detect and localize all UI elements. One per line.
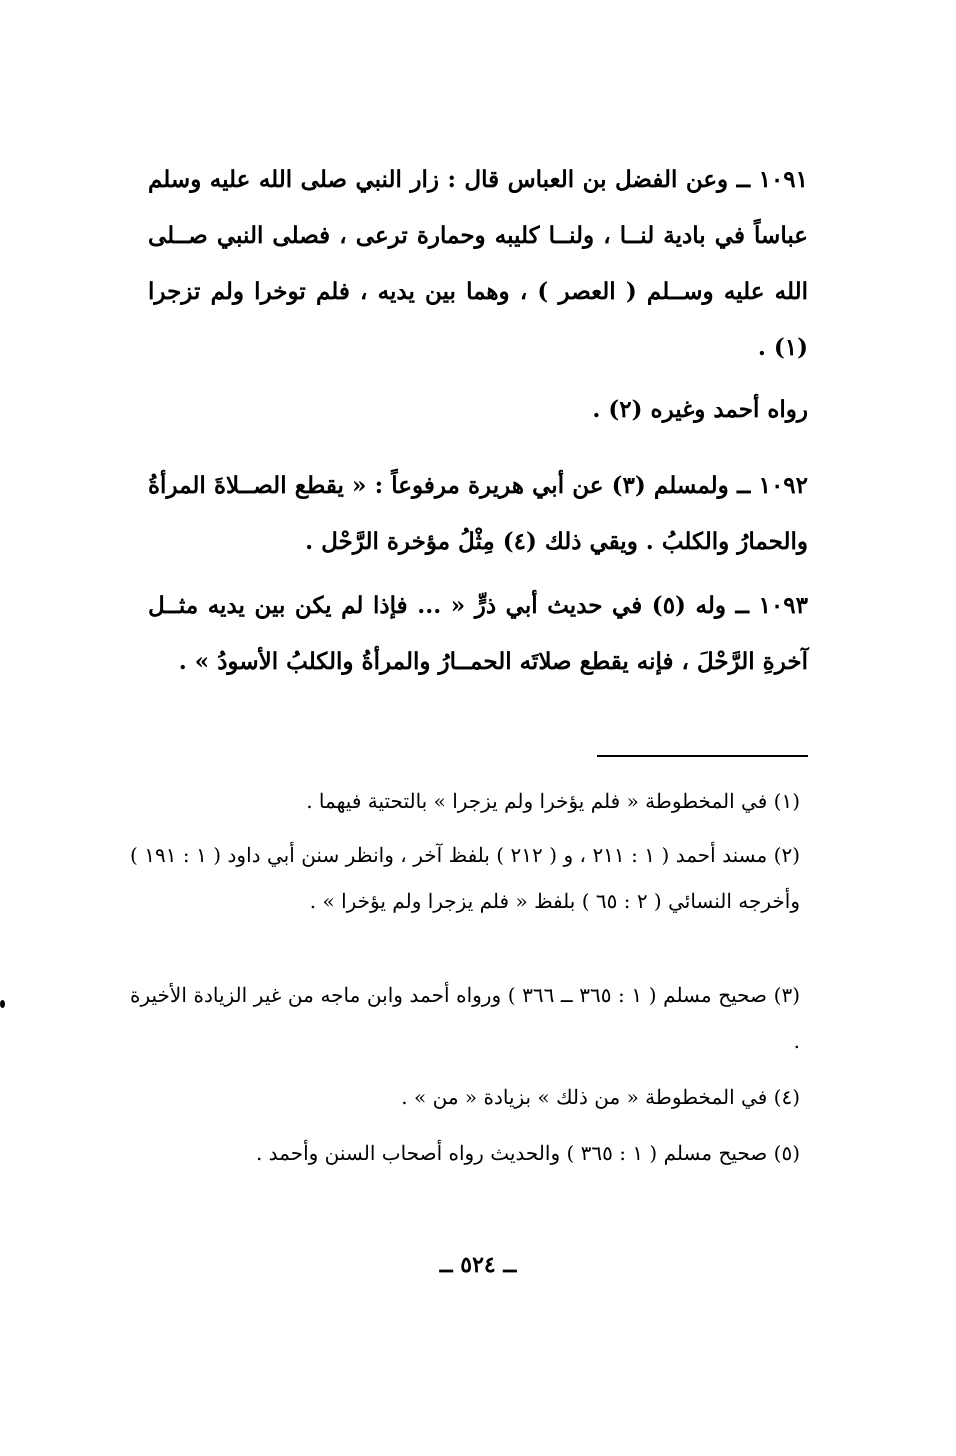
- hadith-1091-paragraph: ١٠٩١ ــ وعن الفضل بن العباس قال : زار النبي صلى الله عليه وسلم عباساً في بادية لنــا ، ولنــا كليبه وحمارة ترعى ، فصلى النبي صــلى الله عليه وســلم ( العصر ) ، وهما بين يديه ، فلم توخرا ولم تزجرا (١) .: [148, 166, 808, 361]
- hadith-1091-narration-note: رواه أحمد وغيره (٢) .: [592, 396, 808, 423]
- footnote-4: (٤) في المخطوطة « من ذلك » بزيادة « من » .: [401, 1085, 800, 1109]
- hadith-1093-paragraph: ١٠٩٣ ــ وله (٥) في حديث أبي ذرٍّ « ... فإذا لم يكن بين يديه مثــل آخرةِ الرَّحْلَ ، فإنه يقطع صلاتَه الحمــارُ والمرأةُ والكلبُ الأسودُ » .: [148, 592, 808, 675]
- footnote-5: (٥) صحيح مسلم ( ١ : ٣٦٥ ) والحديث رواه أصحاب السنن وأحمد .: [255, 1141, 800, 1165]
- scan-speck: [0, 1000, 5, 1008]
- hadith-1092-paragraph: ١٠٩٢ ــ ولمسلم (٣) عن أبي هريرة مرفوعاً : « يقطع الصــلاةَ المرأةُ والحمارُ والكلبُ . ويقي ذلك (٤) مِثْلُ مؤخرة الرَّحْل .: [148, 472, 809, 555]
- page-number: ــ ٥٢٤ ــ: [439, 1252, 517, 1278]
- footnote-divider: [597, 755, 808, 757]
- footnote-1: (١) في المخطوطة « فلم يؤخرا ولم يزجرا » بالتحتية فيهما .: [306, 789, 800, 813]
- footnote-2: (٢) مسند أحمد ( ١ : ٢١١ ، و ( ٢١٢ ) بلفظ آخر ، وانظر سنن أبي داود ( ١ : ١٩١ ) وأخرجه النسائي ( ٢ : ٦٥ ) بلفظ « فلم يزجرا ولم يؤخرا » .: [130, 843, 800, 913]
- footnote-3: (٣) صحيح مسلم ( ١ : ٣٦٥ ــ ٣٦٦ ) ورواه أحمد وابن ماجه من غير الزيادة الأخيرة .: [130, 983, 800, 1053]
